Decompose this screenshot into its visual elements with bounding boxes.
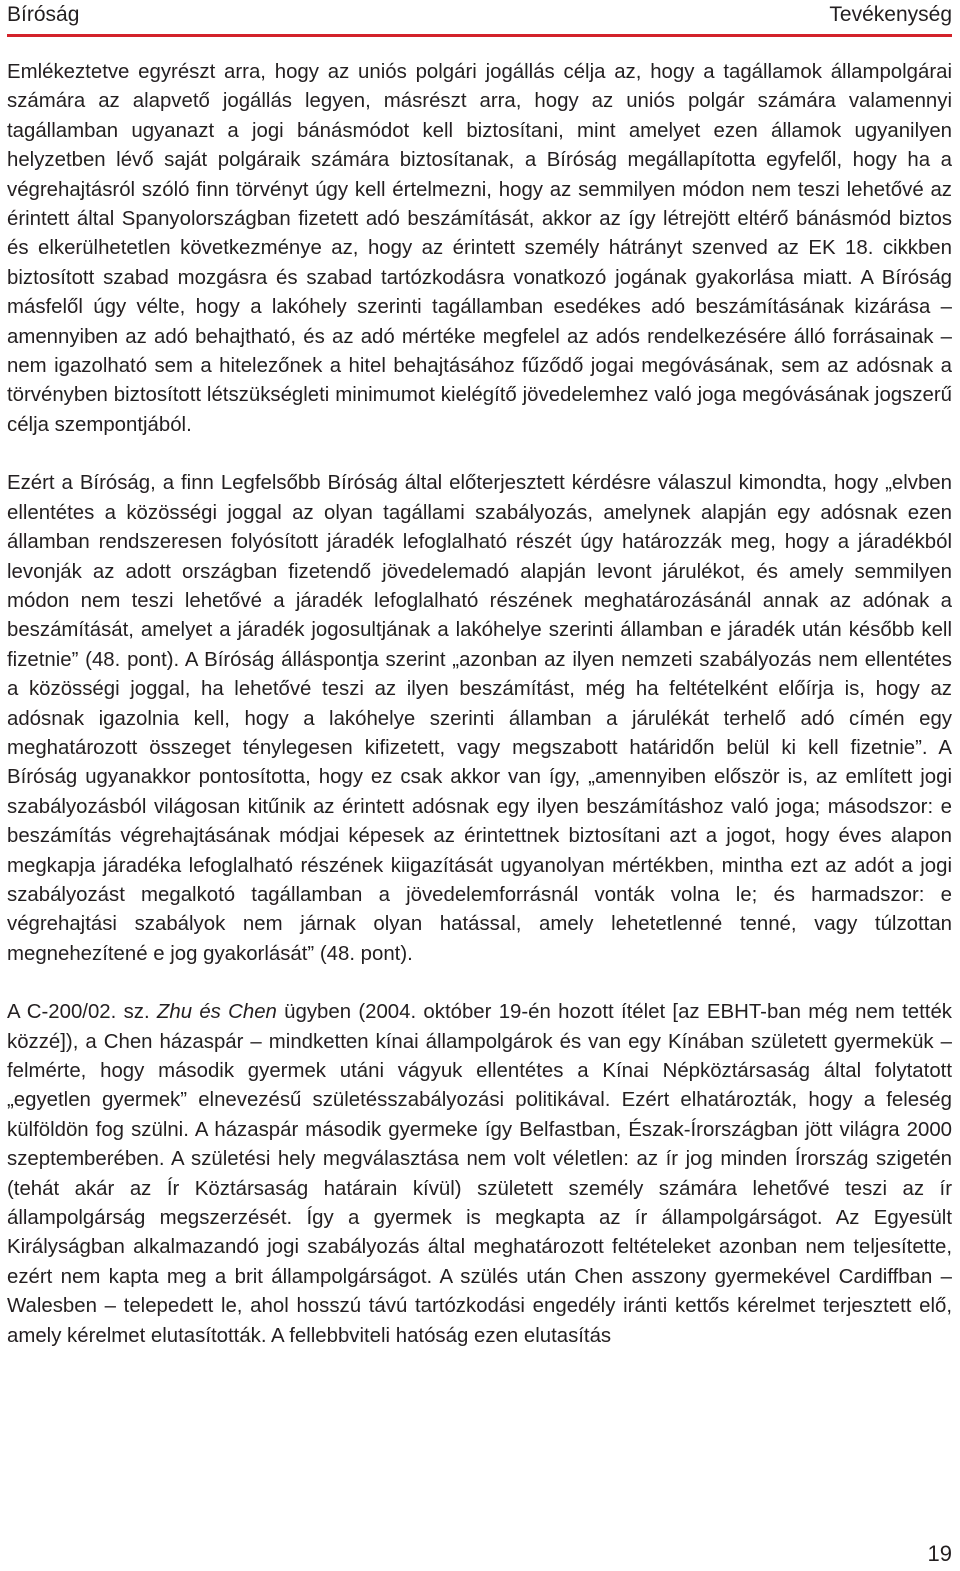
paragraph-1: Emlékeztetve egyrészt arra, hogy az uniós polgári jogállás célja az, hogy a tagállamok állampolgárai számára az alapvető jogállás legyen, másrészt arra, hogy az uniós polgár számára valamennyi tagállamban ugyanazt a jogi bánásmódot kell biztosítani, mint amelyet ezen államok ugyanilyen helyzetben lévő saját polgáraik számára biztosítanak, a Bíróság megállapította egyfelől, hogy ha a végrehajtásról szóló finn törvényt úgy kell értelmezni, hogy az semmilyen módon nem teszi lehetővé az érintett által Spanyolországban fizetett adó beszámítását, akkor az így létrejött eltérő bánásmód biztos és elkerülhetetlen következménye az, hogy az érintett személy hátrányt szenved az EK 18. cikkben biztosított szabad mozgásra és szabad tartózkodásra vonatkozó jogának gyakorlása miatt. A Bíróság másfelől úgy vélte, hogy a lakóhely szerinti tagállamban esedékes adó beszámításának kizárása – amennyiben az adó behajtható, és az adó mértéke megfelel az adós rendelkezésére álló forrásainak – nem igazolható sem a hitelezőnek a hitel behajtásához fűződő jogai megóvásának, sem az adósnak a törvényben biztosított létszükségleti minimumot kielégítő jövedelemhez való joga megóvásának jogszerű célja szempontjából. (7, 61, 952, 436)
header-section-title: Bíróság (7, 3, 80, 26)
header-chapter-title: Tevékenység (829, 3, 952, 26)
paragraph-3-body: ügyben (2004. október 19-én hozott ítélet [az EBHT-ban még nem tették közzé]), a Chen házaspár – mindketten kínai állampolgárok és van egy Kínában született gyermekük – felmérte, hogy második gyermek utáni vágyuk ellentétes a Kínai Népköztársaság által folytatott „egyetlen gyermek” elnevezésű születésszabályozási politikával. Ezért elhatározták, hogy a feleség külföldön fog szülni. A házaspár második gyermeke így Belfastban, Észak-Írországban jött világra 2000 szeptemberében. A születési hely megválasztása nem volt véletlen: az ír jog minden Írország szigetén (tehát akár az Ír Köztársaság határain kívül) született személy számára lehetővé teszi az ír állampolgárság megszerzését. Így a gyermek is megkapta az ír állampolgárságot. Az Egyesült Királyságban alkalmazandó jogi szabályozás által meghatározott feltételeket azonban nem teljesítette, ezért nem kapta meg a brit állampolgárságot. A szülés után Chen asszony gyermekével Cardiffban – Walesben – telepedett le, ahol hosszú távú tartózkodási engedély iránti kettős kérelmet terjesztett elő, amely kérelmet elutasították. A fellebbviteli hatóság ezen elutasítás (7, 1001, 952, 1347)
main-content (7, 58, 952, 1380)
paragraph-2: Ezért a Bíróság, a finn Legfelsőbb Bíróság által előterjesztett kérdésre válaszul kimondta, hogy „elvben ellentétes a közösségi joggal az olyan tagállami szabályozás, amelynek alapján egy adósnak ezen államban rendszeresen folyósított járadék lefoglalható részét úgy határozzák meg, hogy a járadékból levonják az adott országban fizetendő jövedelemadó alapján levont járulékot, és amely semmilyen módon nem teszi lehetővé a járadék lefoglalható részének meghatározásánál annak az adónak a beszámítását, amelyet a járadék jogosultjának a lakóhelye szerinti államban e járadék után később kell fizetnie” (48. pont). A Bíróság álláspontja szerint „azonban az ilyen nemzeti szabályozás nem ellentétes a közösségi joggal, ha lehetővé teszi az ilyen beszámítást, még ha feltételként előírja is, hogy az adósnak igazolnia kell, hogy a lakóhelye szerinti államban a járulékát terhelő adó címén egy meghatározott összeget ténylegesen kifizetett, vagy megszabott határidőn belül ki kell fizetnie”. A Bíróság ugyanakkor pontosította, hogy ez csak akkor van így, „amennyiben először is, az említett jogi szabályozásból világosan kitűnik az érintett adósnak egy ilyen beszámításhoz való joga; másodszor: e beszámítás végrehajtásának módjai képesek az érintettnek biztosítani azt a jogot, hogy éves alapon megkapja járadéka lefoglalható részének kiigazítását ugyanolyan mértékben, mintha ezt az adót a jogi szabályozást megalkotó tagállamban a jövedelemforrásnál vonták volna le; és harmadszor: e végrehajtási szabályok nem járnak olyan hatással, amely lehetetlenné tenné, vagy túlzottan megnehezítené e jog gyakorlását” (48. pont). (7, 472, 952, 965)
case-name-italic: Zhu és Chen (156, 1001, 277, 1024)
paragraph-3-lead: A C-200/02. sz. (7, 1001, 157, 1024)
paragraph-3 (7, 998, 952, 1351)
page-header (7, 0, 952, 37)
page-number: 19 (927, 1541, 952, 1566)
